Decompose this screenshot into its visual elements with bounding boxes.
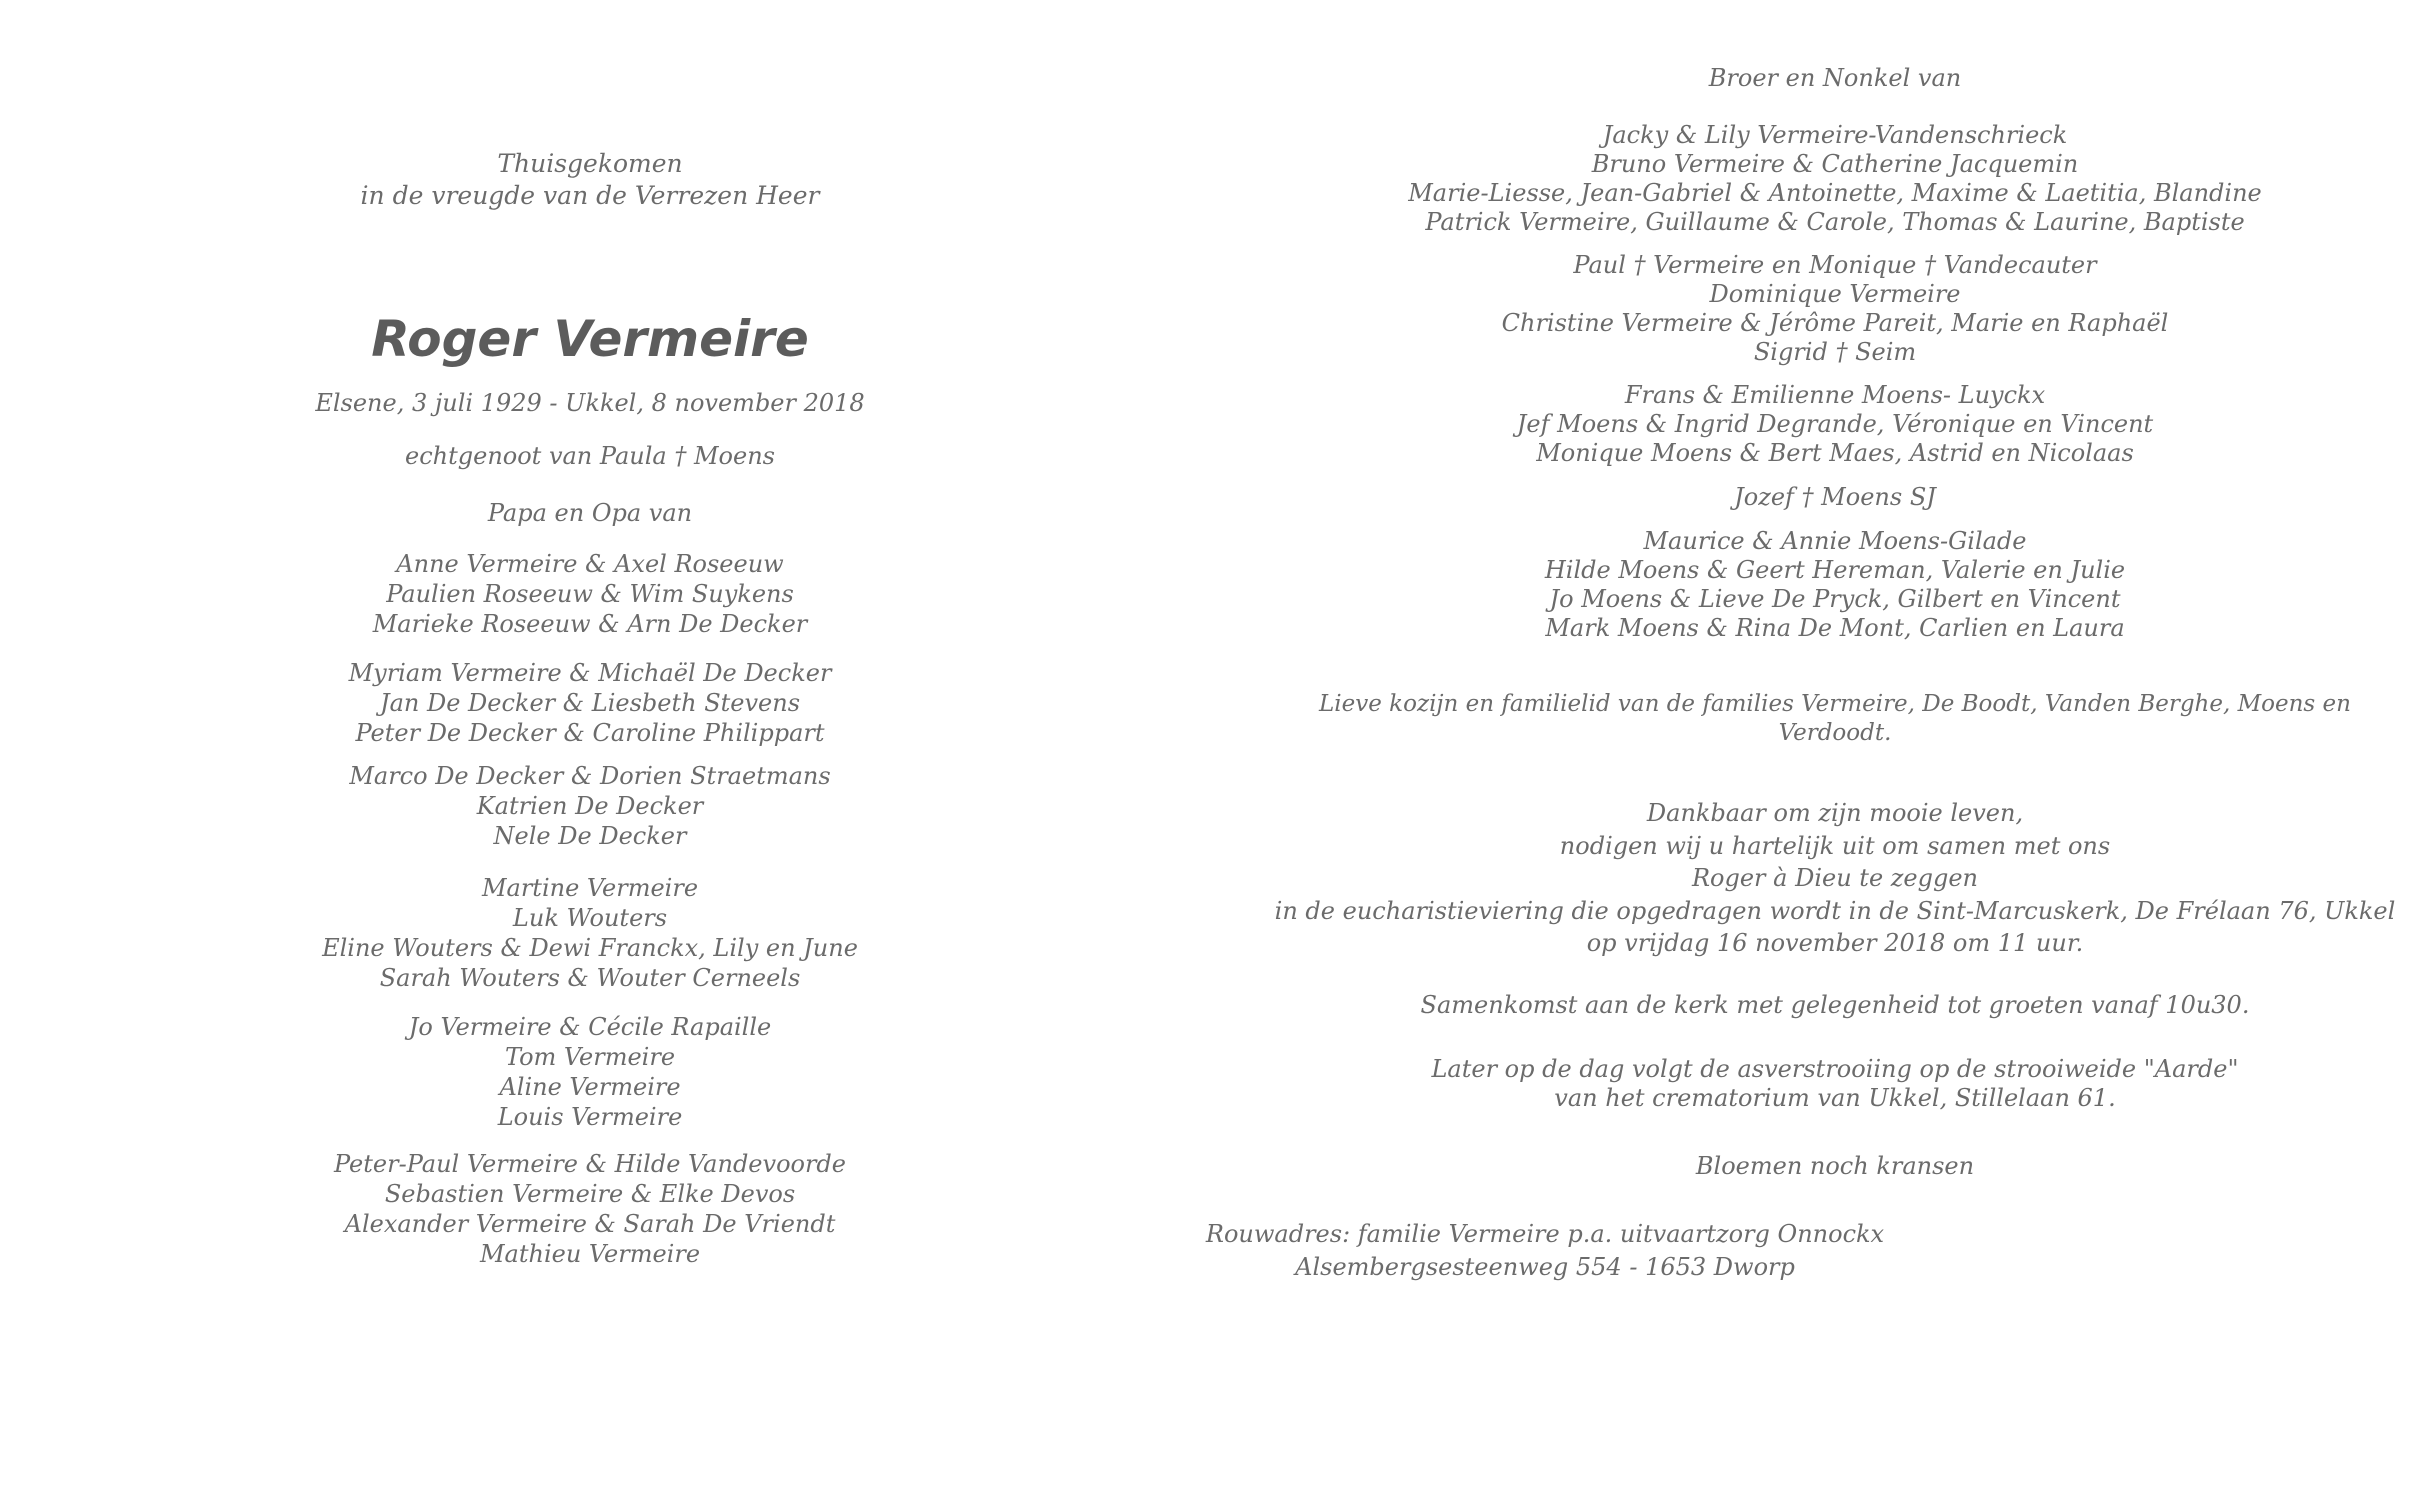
relative-line: Jozef † Moens SJ [1734,483,1936,511]
family-line: Nele De Decker [493,822,687,850]
family-group [190,658,990,748]
family-group [190,873,990,993]
cousins-line: Lieve kozijn en familielid van de families Vermeire, De Boodt, Vanden Berghe, Moens en Verdoodt. [1319,691,2351,746]
family-line: Louis Vermeire [497,1103,683,1131]
relative-line: Sigrid † Seim [1753,338,1917,366]
mourning-address [970,1218,2120,1284]
family-line: Alexander Vermeire & Sarah De Vriendt [344,1210,836,1238]
family-line: Sebastien Vermeire & Elke Devos [384,1180,796,1208]
family-group [190,549,990,639]
family-line: Peter-Paul Vermeire & Hilde Vandevoorde [333,1150,846,1178]
family-group [190,1012,990,1132]
relatives-group [1260,483,2410,512]
gathering-line: Samenkomst aan de kerk met gelegenheid tot groeten vanaf 10u30. [1420,991,2250,1019]
ashes-line: Later op de dag volgt de asverstrooiing op de strooiweide "Aarde" [1431,1055,2239,1083]
family-line: Jan De Decker & Liesbeth Stevens [379,689,801,717]
invitation-text [1260,797,2410,960]
relative-line: Frans & Emilienne Moens- Luyckx [1624,381,2046,409]
deceased-name: Roger Vermeire [371,310,809,368]
family-group [190,1149,990,1269]
relative-line: Dominique Vermeire [1709,280,1961,308]
family-line: Martine Vermeire [481,874,699,902]
spouse-line: echtgenoot van Paula † Moens [405,442,775,470]
family-line: Marco De Decker & Dorien Straetmans [349,762,831,790]
relative-line: Patrick Vermeire, Guillaume & Carole, Thomas & Laurine, Baptiste [1425,208,2245,236]
family-group [190,761,990,851]
relatives-group [1260,381,2410,468]
invitation-line: in de eucharistieviering die opgedragen wordt in de Sint-Marcuskerk, De Frélaan 76, Ukkel [1274,896,2396,925]
ashes-text [1260,1055,2410,1113]
family-line: Aline Vermeire [499,1073,681,1101]
family-line: Sarah Wouters & Wouter Cerneels [379,964,801,992]
family-line: Marieke Roseeuw & Arn De Decker [372,610,808,638]
family-line: Peter De Decker & Caroline Philippart [355,719,825,747]
relative-line: Hilde Moens & Geert Hereman, Valerie en Julie [1544,556,2126,584]
relatives-group [1260,121,2410,237]
birth-death-dates: Elsene, 3 juli 1929 - Ukkel, 8 november 2018 [315,389,865,417]
relative-line: Jacky & Lily Vermeire-Vandenschrieck [1602,121,2068,149]
family-line: Anne Vermeire & Axel Roseeuw [396,550,784,578]
invitation-line: Roger à Dieu te zeggen [1691,864,1979,892]
family-line: Katrien De Decker [476,792,704,820]
relative-line: Paul † Vermeire en Monique † Vandecauter [1573,251,2097,279]
family-line: Tom Vermeire [504,1043,676,1071]
invitation-line: nodigen wij u hartelijk uit om samen met ons [1559,831,2111,860]
intro-line: Thuisgekomen [497,149,683,178]
relative-line: Jef Moens & Ingrid Degrande, Véronique en Vincent [1516,410,2154,438]
family-line: Jo Vermeire & Cécile Rapaille [408,1013,772,1041]
papa-opa-heading: Papa en Opa van [487,499,693,527]
relative-line: Maurice & Annie Moens-Gilade [1643,527,2027,555]
broer-heading: Broer en Nonkel van [1708,64,1962,92]
intro-text [190,148,990,212]
invitation-line: Dankbaar om zijn mooie leven, [1646,799,2024,827]
address-line: Alsembergsesteenweg 554 - 1653 Dworp [1295,1253,1795,1281]
ashes-line: van het crematorium van Ukkel, Stillelaan 61. [1554,1084,2116,1112]
family-line: Mathieu Vermeire [479,1240,701,1268]
relative-line: Bruno Vermeire & Catherine Jacquemin [1591,150,2079,178]
family-line: Eline Wouters & Dewi Franckx, Lily en June [322,934,858,962]
family-line: Paulien Roseeuw & Wim Suykens [386,580,794,608]
relatives-group [1260,527,2410,643]
family-line: Luk Wouters [512,904,668,932]
relative-line: Mark Moens & Rina De Mont, Carlien en Laura [1545,614,2125,642]
invitation-line: op vrijdag 16 november 2018 om 11 uur. [1586,929,2084,957]
relatives-group [1260,251,2410,367]
family-line: Myriam Vermeire & Michaël De Decker [348,659,832,687]
relative-line: Jo Moens & Lieve De Pryck, Gilbert en Vincent [1549,585,2121,613]
flowers-line: Bloemen noch kransen [1695,1152,1975,1180]
address-line: Rouwadres: familie Vermeire p.a. uitvaartzorg Onnockx [1205,1220,1885,1248]
relative-line: Christine Vermeire & Jérôme Pareit, Marie en Raphaël [1501,309,2169,337]
intro-line: in de vreugde van de Verrezen Heer [360,181,820,210]
relative-line: Marie-Liesse, Jean-Gabriel & Antoinette, Maxime & Laetitia, Blandine [1408,179,2262,207]
relative-line: Monique Moens & Bert Maes, Astrid en Nicolaas [1536,439,2134,467]
